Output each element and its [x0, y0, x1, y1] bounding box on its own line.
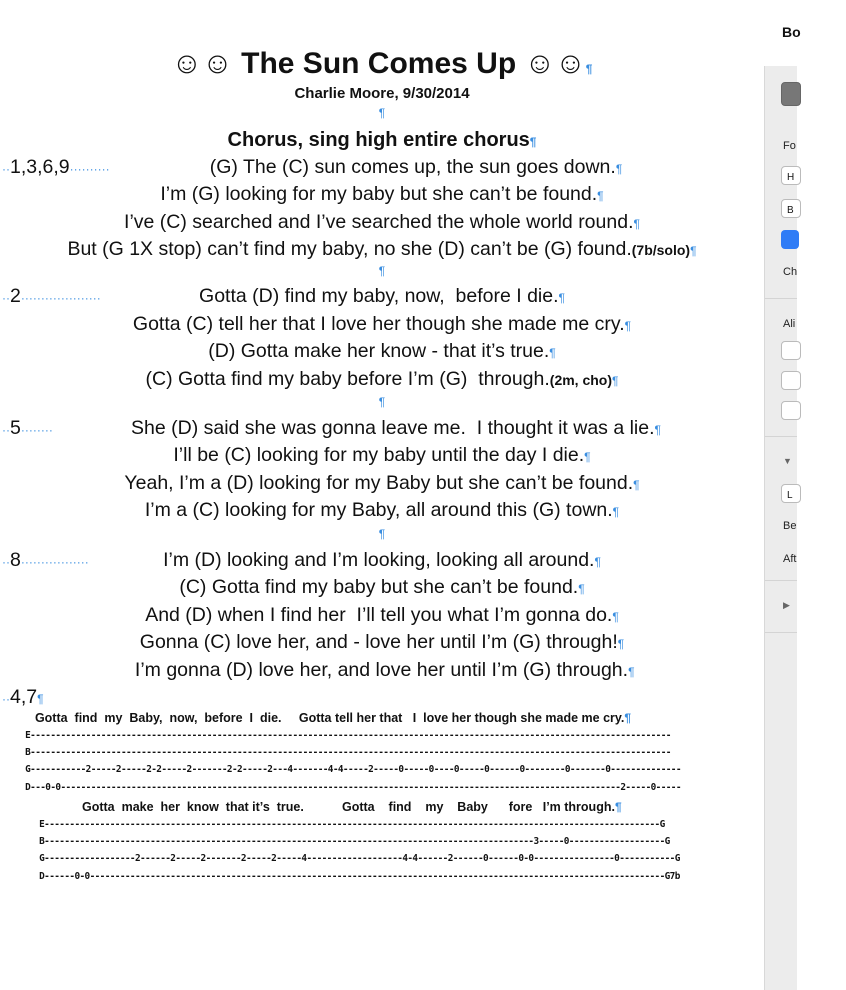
divider [765, 580, 797, 581]
lyric-line: I’m a (C) looking for my Baby, all around this (G) town.¶ [144, 499, 620, 521]
spacing-before-label: Be [783, 520, 797, 532]
character-styles-label: Ch [783, 266, 798, 278]
tab-string-line: D------0-0------------------------------------------------------------------------------------------------------------------G7b [24, 871, 680, 882]
lyric-line: (D) Gotta make her know - that it’s true.¶ [208, 340, 556, 362]
tab-string-line: G------------------2------2-----2-------2-----2-----4-------------------4-4------2------0------0-0----------------0-----------G [24, 853, 680, 864]
section-label: ··2···················· [2, 285, 101, 307]
align-left-button[interactable] [781, 341, 801, 360]
tab-header: Gotta make her know that it’s true. Gotta find my Baby fore I’m through.¶ [82, 800, 622, 814]
chorus-heading: Chorus, sing high entire chorus¶ [227, 129, 537, 151]
lyric-line: Yeah, I’m a (D) looking for my Baby but she can’t be found.¶ [124, 472, 640, 494]
align-center-button[interactable] [781, 371, 801, 390]
lyric-line: Gotta (C) tell her that I love her though she made me cry.¶ [132, 313, 632, 335]
pilcrow-mark: ¶ [378, 527, 386, 541]
tab-header: Gotta find my Baby, now, before I die. Gotta tell her that I love her though she made me cry.¶ [28, 711, 632, 725]
font-label: Fo [783, 140, 796, 152]
lyric-line: (C) Gotta find my baby but she can’t be found.¶ [179, 576, 585, 598]
font-family-select[interactable]: H [781, 166, 801, 185]
pilcrow-mark: ¶ [378, 264, 386, 278]
performance-note: (2m, cho) [549, 372, 613, 388]
tab-string-line: G-----------2-----2-----2-2-----2-------2-2-----2---4-------4-4-----2-----0-----0----0-----0------0--------0-------0-------------- [10, 764, 681, 775]
disclosure-triangle-icon[interactable]: ▶ [783, 600, 790, 610]
tab-string-line: E--------------------------------------------------------------------------------------------------------------------------G [24, 819, 665, 830]
format-inspector [764, 66, 797, 990]
pilcrow-mark: ¶ [378, 395, 386, 409]
divider [765, 436, 797, 437]
tab-string-line: D---0-0---------------------------------------------------------------------------------------------------------------2-----0----- [10, 782, 681, 793]
lyric-line: But (G 1X stop) can’t find my baby, no she (D) can’t be (G) found.(7b/solo)¶ [67, 238, 697, 260]
section-label: ··8················· [2, 549, 89, 571]
spacing-select[interactable]: L [781, 484, 801, 503]
bold-toggle-button[interactable] [781, 230, 799, 249]
inspector-header-area [764, 0, 801, 66]
section-label: ··5········ [2, 417, 53, 439]
tab-label: ··4,7¶ [2, 686, 44, 708]
lyric-line: I’m (G) looking for my baby but she can’t be found.¶ [160, 183, 604, 205]
lyric-line: (G) The (C) sun comes up, the sun goes down.¶ [209, 156, 623, 178]
lyric-line: She (D) said she was gonna leave me. I thought it was a lie.¶ [131, 417, 661, 439]
spacing-after-label: Aft [783, 553, 797, 565]
style-segment[interactable] [781, 82, 801, 106]
performance-note: (7b/solo) [631, 242, 691, 258]
lyric-line: Gotta (D) find my baby, now, before I die.¶ [199, 285, 565, 307]
divider [765, 632, 797, 633]
song-byline: Charlie Moore, 9/30/2014 [294, 85, 470, 102]
lyric-line: And (D) when I find her I’ll tell you what I’m gonna do.¶ [145, 604, 619, 626]
divider [765, 298, 797, 299]
lyric-line: I’ve (C) searched and I’ve searched the whole world round.¶ [124, 211, 640, 233]
lyric-line: Gonna (C) love her, and - love her until I’m (G) through!¶ [139, 631, 625, 653]
align-right-button[interactable] [781, 401, 801, 420]
section-label: ··1,3,6,9·········· [2, 156, 110, 178]
lyric-line: I’m gonna (D) love her, and love her until I’m (G) through.¶ [129, 659, 635, 681]
disclosure-triangle-icon[interactable]: ▼ [783, 456, 792, 466]
pilcrow-mark: ¶ [378, 106, 386, 120]
alignment-label: Ali [783, 318, 796, 330]
lyric-line: (C) Gotta find my baby before I’m (G) through.(2m, cho)¶ [145, 368, 619, 390]
lyric-line: I’ll be (C) looking for my baby until the day I die.¶ [173, 444, 591, 466]
font-style-select[interactable]: B [781, 199, 801, 218]
tab-string-line: B-------------------------------------------------------------------------------------------------3-----0-------------------G [24, 836, 670, 847]
lyric-line: I’m (D) looking and I’m looking, looking all around.¶ [163, 549, 601, 571]
song-title: ☺☺ The Sun Comes Up ☺☺¶ [171, 47, 593, 80]
tab-string-line: B------------------------------------------------------------------------------------------------------------------------------- [10, 747, 671, 758]
inspector-title: Bo [782, 24, 801, 40]
tab-string-line: E------------------------------------------------------------------------------------------------------------------------------- [10, 730, 671, 741]
